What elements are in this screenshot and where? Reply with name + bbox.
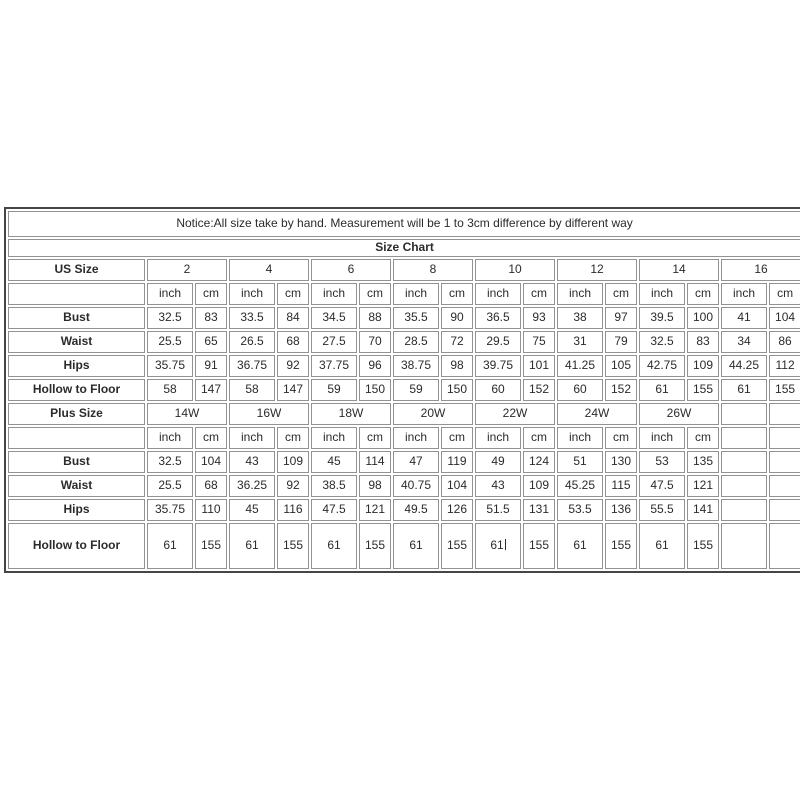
value-cell: 55.5 xyxy=(639,499,685,521)
cm-unit-header: cm xyxy=(769,283,800,305)
value-cell: 98 xyxy=(441,355,473,377)
inch-unit-header: inch xyxy=(721,283,767,305)
inch-unit-header: inch xyxy=(475,283,521,305)
value-cell: 75 xyxy=(523,331,555,353)
value-cell: 58 xyxy=(147,379,193,401)
value-cell: 104 xyxy=(441,475,473,497)
text-cursor xyxy=(505,539,506,550)
row-label: Hips xyxy=(8,355,145,377)
value-cell: 39.75 xyxy=(475,355,521,377)
value-cell: 59 xyxy=(393,379,439,401)
value-cell: 83 xyxy=(687,331,719,353)
value-cell: 135 xyxy=(687,451,719,473)
value-cell: 43 xyxy=(475,475,521,497)
size-chart-table xyxy=(4,207,800,573)
empty-cell xyxy=(769,451,800,473)
value-cell: 93 xyxy=(523,307,555,329)
plus-size-header: 20W xyxy=(393,403,473,425)
value-cell: 92 xyxy=(277,475,309,497)
cm-unit-header: cm xyxy=(195,283,227,305)
plus-size-header: 16W xyxy=(229,403,309,425)
empty-cell xyxy=(721,451,767,473)
empty-cell xyxy=(721,403,767,425)
value-cell: 41 xyxy=(721,307,767,329)
value-cell: 155 xyxy=(523,523,555,569)
value-cell: 152 xyxy=(605,379,637,401)
empty-cell xyxy=(721,499,767,521)
value-cell: 96 xyxy=(359,355,391,377)
value-cell: 25.5 xyxy=(147,475,193,497)
value-cell: 35.5 xyxy=(393,307,439,329)
corner-cell xyxy=(8,427,145,449)
value-cell: 44.25 xyxy=(721,355,767,377)
value-cell: 100 xyxy=(687,307,719,329)
value-cell: 109 xyxy=(277,451,309,473)
value-cell: 92 xyxy=(277,355,309,377)
size-header: 16 xyxy=(721,259,800,281)
value-cell: 109 xyxy=(687,355,719,377)
value-cell: 70 xyxy=(359,331,391,353)
value-cell: 32.5 xyxy=(639,331,685,353)
value-cell: 32.5 xyxy=(147,451,193,473)
row-label: Waist xyxy=(8,331,145,353)
value-cell: 150 xyxy=(441,379,473,401)
cell-with-text-cursor: 61 xyxy=(475,523,521,569)
value-cell: 34.5 xyxy=(311,307,357,329)
value-cell: 61 xyxy=(147,523,193,569)
value-cell: 68 xyxy=(195,475,227,497)
value-cell: 98 xyxy=(359,475,391,497)
value-cell: 53 xyxy=(639,451,685,473)
cm-unit-header: cm xyxy=(195,427,227,449)
cm-unit-header: cm xyxy=(359,427,391,449)
value-cell: 59 xyxy=(311,379,357,401)
value-cell: 121 xyxy=(359,499,391,521)
cm-unit-header: cm xyxy=(277,283,309,305)
size-header: 10 xyxy=(475,259,555,281)
value-cell: 37.75 xyxy=(311,355,357,377)
value-cell: 60 xyxy=(475,379,521,401)
value-cell: 84 xyxy=(277,307,309,329)
inch-unit-header: inch xyxy=(557,427,603,449)
empty-cell xyxy=(721,427,767,449)
empty-cell xyxy=(769,475,800,497)
value-cell: 61 xyxy=(639,523,685,569)
value-cell: 90 xyxy=(441,307,473,329)
value-cell: 58 xyxy=(229,379,275,401)
value-cell: 47 xyxy=(393,451,439,473)
value-cell: 61 xyxy=(229,523,275,569)
inch-unit-header: inch xyxy=(147,427,193,449)
inch-unit-header: inch xyxy=(639,283,685,305)
empty-cell xyxy=(769,523,800,569)
size-header: 4 xyxy=(229,259,309,281)
value-cell: 26.5 xyxy=(229,331,275,353)
value-cell: 147 xyxy=(277,379,309,401)
plus-size-header: 22W xyxy=(475,403,555,425)
value-cell: 61 xyxy=(639,379,685,401)
value-cell: 110 xyxy=(195,499,227,521)
value-cell: 43 xyxy=(229,451,275,473)
value-cell: 131 xyxy=(523,499,555,521)
size-header: 6 xyxy=(311,259,391,281)
value-cell: 42.75 xyxy=(639,355,685,377)
row-label: Hollow to Floor xyxy=(8,523,145,569)
value-cell: 27.5 xyxy=(311,331,357,353)
value-cell: 79 xyxy=(605,331,637,353)
cm-unit-header: cm xyxy=(277,427,309,449)
cm-unit-header: cm xyxy=(359,283,391,305)
row-label: Bust xyxy=(8,451,145,473)
value-cell: 97 xyxy=(605,307,637,329)
value-cell: 31 xyxy=(557,331,603,353)
value-cell: 83 xyxy=(195,307,227,329)
value-cell: 88 xyxy=(359,307,391,329)
value-cell: 124 xyxy=(523,451,555,473)
value-cell: 155 xyxy=(687,523,719,569)
value-cell: 40.75 xyxy=(393,475,439,497)
inch-unit-header: inch xyxy=(393,283,439,305)
value-cell: 68 xyxy=(277,331,309,353)
value-cell: 130 xyxy=(605,451,637,473)
value-cell: 104 xyxy=(195,451,227,473)
value-cell: 155 xyxy=(605,523,637,569)
empty-cell xyxy=(769,499,800,521)
value-cell: 33.5 xyxy=(229,307,275,329)
value-cell: 61 xyxy=(721,379,767,401)
value-cell: 119 xyxy=(441,451,473,473)
inch-unit-header: inch xyxy=(393,427,439,449)
value-cell: 155 xyxy=(359,523,391,569)
value-cell: 91 xyxy=(195,355,227,377)
inch-unit-header: inch xyxy=(311,283,357,305)
value-cell: 109 xyxy=(523,475,555,497)
value-cell: 121 xyxy=(687,475,719,497)
value-cell: 47.5 xyxy=(311,499,357,521)
value-cell: 32.5 xyxy=(147,307,193,329)
value-cell: 155 xyxy=(769,379,800,401)
value-cell: 116 xyxy=(277,499,309,521)
cm-unit-header: cm xyxy=(605,427,637,449)
corner-cell xyxy=(8,283,145,305)
value-cell: 47.5 xyxy=(639,475,685,497)
value-cell: 126 xyxy=(441,499,473,521)
value-cell: 53.5 xyxy=(557,499,603,521)
inch-unit-header: inch xyxy=(229,427,275,449)
chart-title: Size Chart xyxy=(8,239,800,257)
value-cell: 36.75 xyxy=(229,355,275,377)
cm-unit-header: cm xyxy=(605,283,637,305)
value-cell: 41.25 xyxy=(557,355,603,377)
inch-unit-header: inch xyxy=(229,283,275,305)
cm-unit-header: cm xyxy=(523,427,555,449)
inch-unit-header: inch xyxy=(147,283,193,305)
value-cell: 35.75 xyxy=(147,355,193,377)
value-cell: 147 xyxy=(195,379,227,401)
value-cell: 61 xyxy=(311,523,357,569)
value-cell: 38.5 xyxy=(311,475,357,497)
value-cell: 49 xyxy=(475,451,521,473)
row-label: Hips xyxy=(8,499,145,521)
value-cell: 115 xyxy=(605,475,637,497)
size-chart-body xyxy=(8,211,800,569)
value-cell: 29.5 xyxy=(475,331,521,353)
value-cell: 51.5 xyxy=(475,499,521,521)
inch-unit-header: inch xyxy=(475,427,521,449)
value-cell: 36.25 xyxy=(229,475,275,497)
value-cell: 114 xyxy=(359,451,391,473)
plus-size-header: 18W xyxy=(311,403,391,425)
value-cell: 45 xyxy=(229,499,275,521)
value-cell: 25.5 xyxy=(147,331,193,353)
value-cell: 39.5 xyxy=(639,307,685,329)
value-cell: 155 xyxy=(441,523,473,569)
cm-unit-header: cm xyxy=(523,283,555,305)
value-cell: 72 xyxy=(441,331,473,353)
value-cell: 38 xyxy=(557,307,603,329)
value-cell: 136 xyxy=(605,499,637,521)
value-cell: 150 xyxy=(359,379,391,401)
inch-unit-header: inch xyxy=(639,427,685,449)
plus-size-header: 26W xyxy=(639,403,719,425)
value-cell: 61 xyxy=(557,523,603,569)
size-header: 14 xyxy=(639,259,719,281)
row-label: Waist xyxy=(8,475,145,497)
plus-size-header: 24W xyxy=(557,403,637,425)
value-cell: 152 xyxy=(523,379,555,401)
cm-unit-header: cm xyxy=(687,427,719,449)
value-cell: 155 xyxy=(277,523,309,569)
value-cell: 45 xyxy=(311,451,357,473)
value-cell: 45.25 xyxy=(557,475,603,497)
value-cell: 51 xyxy=(557,451,603,473)
value-cell: 155 xyxy=(687,379,719,401)
value-cell: 155 xyxy=(195,523,227,569)
value-cell: 86 xyxy=(769,331,800,353)
value-cell: 35.75 xyxy=(147,499,193,521)
value-cell: 61 xyxy=(393,523,439,569)
cm-unit-header: cm xyxy=(687,283,719,305)
value-cell: 104 xyxy=(769,307,800,329)
inch-unit-header: inch xyxy=(557,283,603,305)
row-label-us-size: US Size xyxy=(8,259,145,281)
empty-cell xyxy=(721,475,767,497)
size-header: 8 xyxy=(393,259,473,281)
row-label: Hollow to Floor xyxy=(8,379,145,401)
value-cell: 141 xyxy=(687,499,719,521)
value-cell: 112 xyxy=(769,355,800,377)
value-cell: 38.75 xyxy=(393,355,439,377)
empty-cell xyxy=(721,523,767,569)
size-header: 12 xyxy=(557,259,637,281)
empty-cell xyxy=(769,427,800,449)
empty-cell xyxy=(769,403,800,425)
row-label: Bust xyxy=(8,307,145,329)
plus-size-header: 14W xyxy=(147,403,227,425)
value-cell: 28.5 xyxy=(393,331,439,353)
value-cell: 65 xyxy=(195,331,227,353)
notice-text: Notice:All size take by hand. Measurement will be 1 to 3cm difference by different way xyxy=(8,211,800,237)
value-cell: 105 xyxy=(605,355,637,377)
size-header: 2 xyxy=(147,259,227,281)
value-cell: 36.5 xyxy=(475,307,521,329)
cm-unit-header: cm xyxy=(441,427,473,449)
cm-unit-header: cm xyxy=(441,283,473,305)
value-cell: 60 xyxy=(557,379,603,401)
row-label-plus-size: Plus Size xyxy=(8,403,145,425)
inch-unit-header: inch xyxy=(311,427,357,449)
value-cell: 101 xyxy=(523,355,555,377)
value-cell: 34 xyxy=(721,331,767,353)
value-cell: 49.5 xyxy=(393,499,439,521)
